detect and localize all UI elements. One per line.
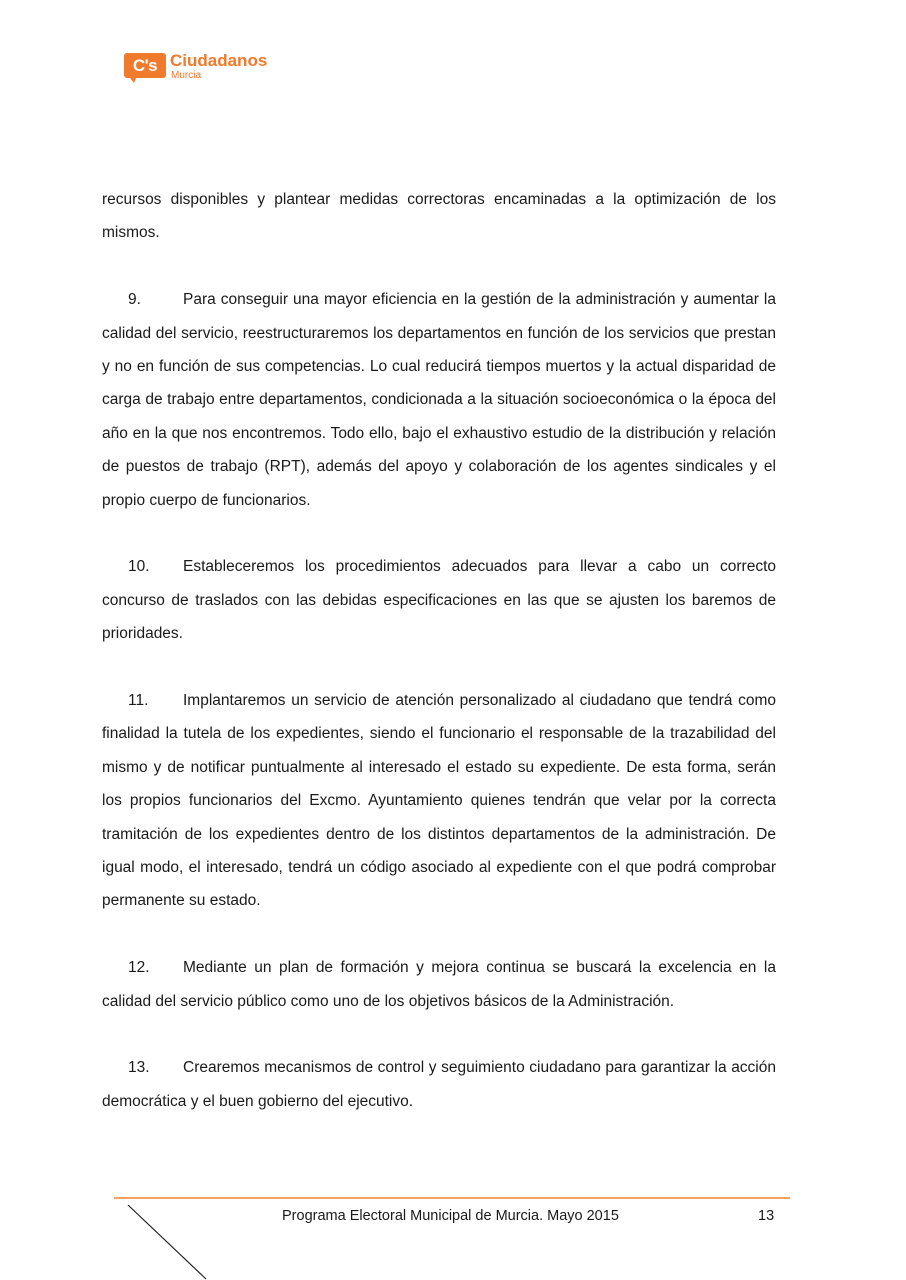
item-text: Estableceremos los procedimientos adecuados para llevar a cabo un correcto concurso de traslados con las debidas especificaciones en las que se ajusten los baremos de prioridades. [102, 558, 776, 643]
footer-rule [114, 1197, 790, 1199]
document-body [102, 183, 776, 1118]
list-item [102, 684, 776, 918]
list-item [102, 550, 776, 650]
footer-diagonal-line [126, 1204, 208, 1280]
paragraph-gap [102, 918, 776, 951]
item-text: Crearemos mecanismos de control y seguimiento ciudadano para garantizar la acción democrática y el buen gobierno del ejecutivo. [102, 1059, 776, 1110]
page-number: 13 [758, 1208, 775, 1224]
paragraph-gap [102, 1018, 776, 1051]
list-item [102, 951, 776, 1018]
item-number: 11. [128, 692, 149, 710]
item-number: 12. [128, 959, 150, 977]
footer-title: Programa Electoral Municipal de Murcia. Mayo 2015 [282, 1208, 619, 1224]
item-text: Implantaremos un servicio de atención personalizado al ciudadano que tendrá como finalidad la tutela de los expedientes, siendo el funcionario el responsable de la trazabilidad del mismo y de notificar puntualmente al interesado el estado su expediente. De esta forma, serán los propios funcionarios del Excmo. Ayuntamiento quienes tendrán que velar por la correcta tramitación de los expedientes dentro de los distintos departamentos de la administración. De igual modo, el interesado, tendrá un código asociado al expediente con el que podrá comprobar permanente su estado. [102, 692, 776, 910]
list-item [102, 283, 776, 517]
item-number: 13. [128, 1059, 150, 1077]
paragraph-gap [102, 651, 776, 684]
paragraph-gap [102, 250, 776, 283]
item-text: Para conseguir una mayor eficiencia en la gestión de la administración y aumentar la calidad del servicio, reestructuraremos los departamentos en función de los servicios que prestan y no en función de sus competencias. Lo cual reducirá tiempos muertos y la actual disparidad de carga de trabajo entre departamentos, condicionada a la situación socioeconómica o la época del año en la que nos encontremos. Todo ello, bajo el exhaustivo estudio de la distribución y relación de puestos de trabajo (RPT), además del apoyo y colaboración de los agentes sindicales y el propio cuerpo de funcionarios. [102, 291, 776, 509]
logo-name: Ciudadanos [170, 51, 268, 70]
ciudadanos-logo [124, 51, 274, 85]
logo-subtitle: Murcia [171, 70, 202, 81]
intro-paragraph: recursos disponibles y plantear medidas correctoras encaminadas a la optimización de los mismos. [102, 191, 776, 242]
logo-mark-text: C's [132, 56, 158, 75]
item-number: 10. [128, 558, 150, 576]
list-item [102, 1051, 776, 1118]
paragraph-gap [102, 517, 776, 550]
item-number: 9. [128, 291, 141, 309]
item-text: Mediante un plan de formación y mejora continua se buscará la excelencia en la calidad del servicio público como uno de los objetivos básicos de la Administración. [102, 959, 776, 1010]
